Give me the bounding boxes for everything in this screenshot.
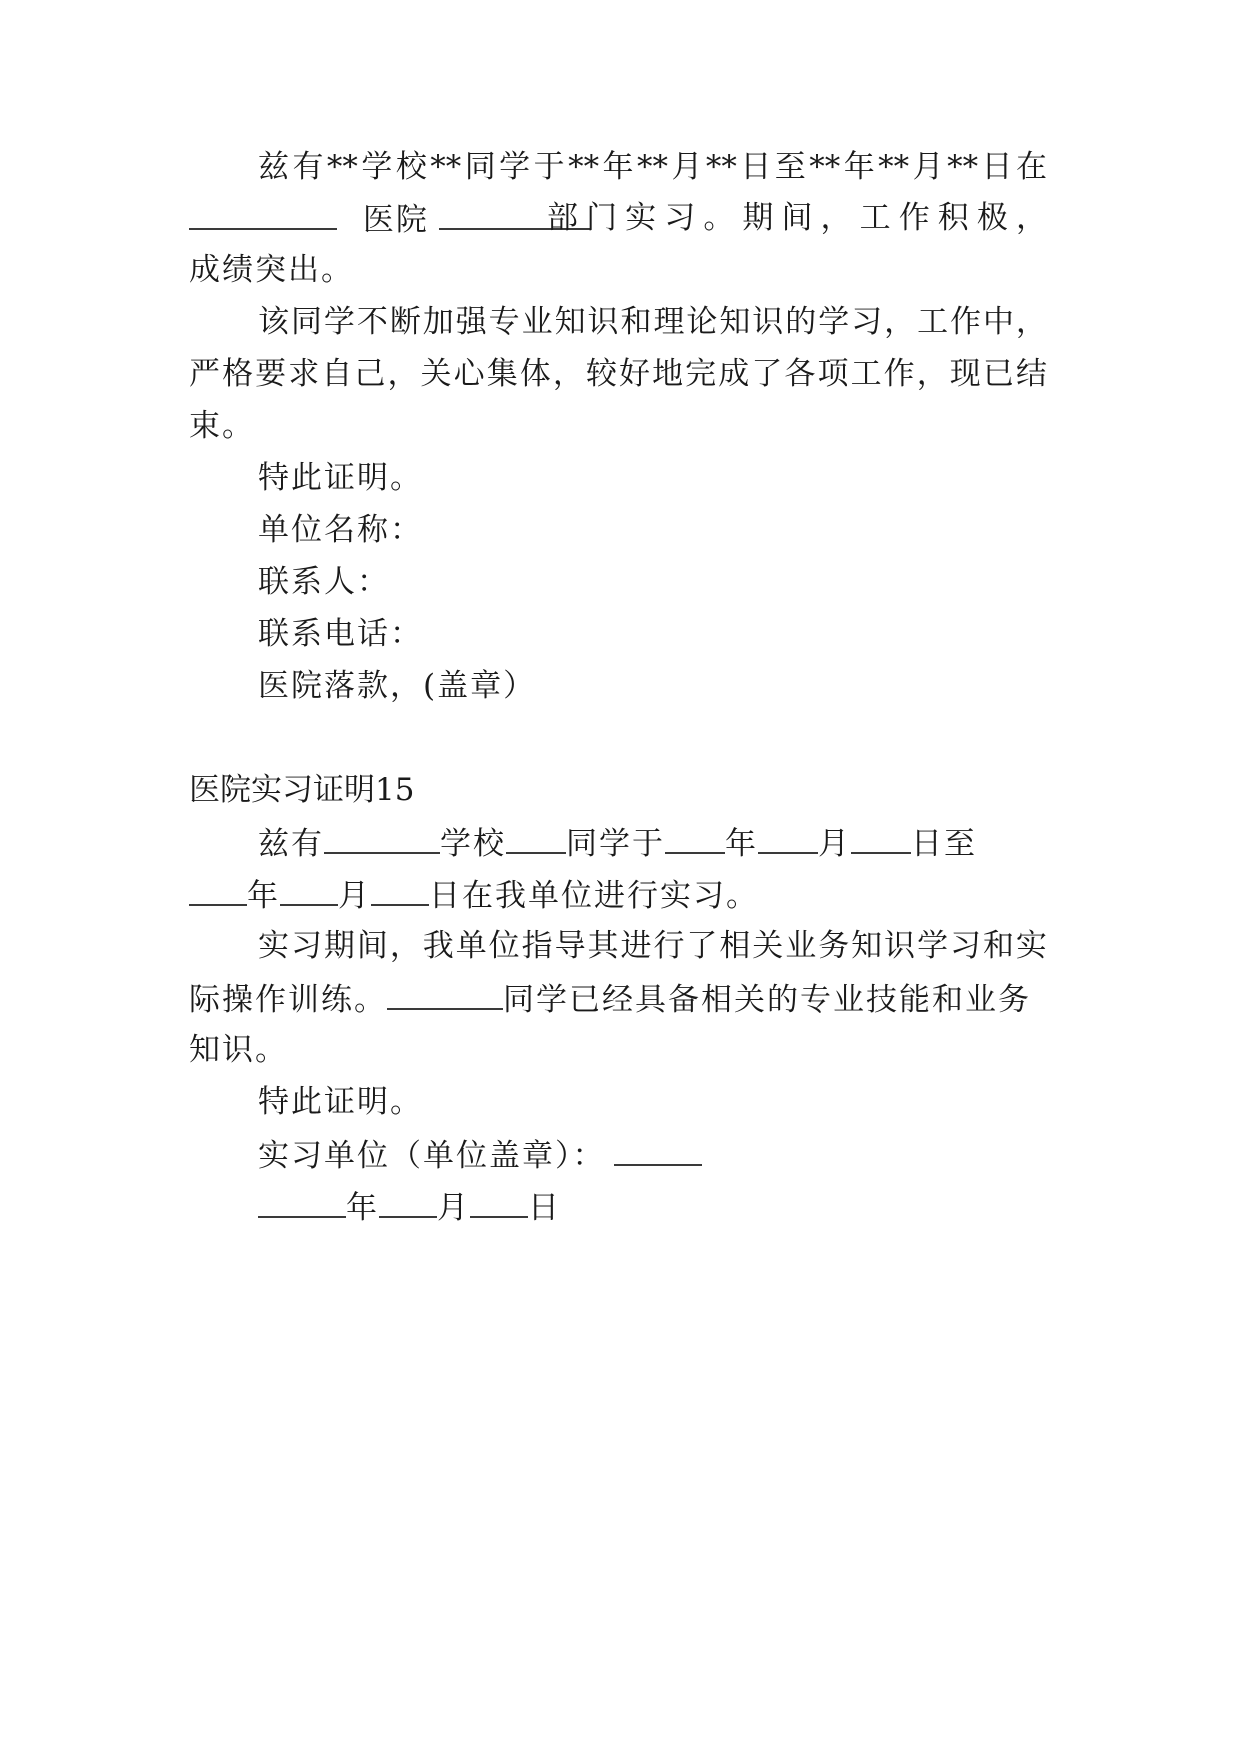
text-segment: 日至 [911,826,977,862]
text-segment: 月 [338,878,371,914]
text-token: 实 [625,200,657,236]
unit-name-label: 单位名称： [258,512,423,548]
text-segment: 同学于 [566,826,665,862]
fill-blank [379,1186,437,1218]
text-segment: 年 [725,826,758,862]
text-token: ， [916,356,948,392]
text-token: 其 [587,928,619,964]
text-token: 习 [851,304,883,340]
text-token: 结 [1015,356,1047,392]
text-token: 年 [843,149,875,185]
text-token: 现 [949,356,981,392]
fill-blank [665,822,725,854]
paragraph-line: 束。 [189,408,255,444]
text-segment: 同学已经具备相关的专业技能和业务 [503,982,1031,1018]
text-token: 于 [533,149,565,185]
text-token: 各 [784,356,816,392]
text-token: 格 [222,356,254,392]
text-token: ** [705,149,737,185]
text-token: 位 [488,928,520,964]
text-token: 完 [685,356,717,392]
text-token: 兹 [258,149,289,185]
text-token: 同 [464,149,496,185]
signature-line: 医院落款，(盖章） [258,668,537,704]
text-token: ， [820,200,852,236]
text-token: 同 [290,304,322,340]
text-token: 求 [288,356,320,392]
text-token: 间 [781,200,813,236]
text-token: 间 [356,928,388,964]
text-token: 业 [785,928,817,964]
text-token: 不 [356,304,388,340]
hospital-text: 医院 [362,202,429,238]
fill-blank [189,198,337,230]
text-token: 己 [354,356,386,392]
text-token: 校 [395,149,427,185]
text-token: 工 [859,200,891,236]
fill-blank [614,1134,702,1166]
text-token: 自 [321,356,353,392]
text-token: 习 [290,928,322,964]
fill-blank [506,822,566,854]
text-token: 习 [950,928,982,964]
text-token: 学 [323,304,355,340]
paragraph-line [189,874,759,914]
text-segment: 学校 [440,826,506,862]
text-token: ， [884,304,916,340]
text-token: 识 [752,304,784,340]
text-token: 部 [547,200,578,236]
text-token: ** [568,149,600,185]
text-token: 年 [602,149,634,185]
paragraph-line [189,978,1031,1018]
text-token: 业 [521,304,553,340]
paragraph-line: 知识。 [189,1032,288,1068]
date-month: 月 [437,1190,470,1226]
text-token: 期 [323,928,355,964]
text-segment: 日在我单位进行实习。 [429,878,759,914]
text-token: 和 [620,304,652,340]
fill-blank [387,978,503,1010]
fill-blank [324,822,440,854]
text-token: 作 [898,200,930,236]
fill-blank [758,822,818,854]
text-token: 我 [422,928,454,964]
text-token: 。 [703,200,735,236]
text-token: 体 [519,356,551,392]
text-token: 实 [1015,928,1047,964]
text-token: ， [552,356,584,392]
text-token: 断 [389,304,421,340]
text-token: ** [430,149,462,185]
text-token: ** [326,149,358,185]
text-token: 项 [817,356,849,392]
text-segment: 兹有 [258,826,324,862]
paragraph-line [258,302,1047,342]
text-token: 严 [189,356,220,392]
date-day: 日 [528,1190,561,1226]
fill-blank [258,1186,346,1218]
text-token: 关 [752,928,784,964]
text-token: 知 [554,304,586,340]
text-token: 知 [851,928,883,964]
text-token: ， [389,928,421,964]
text-token: 进 [620,928,652,964]
text-token: 月 [671,149,703,185]
date-year: 年 [346,1190,379,1226]
date-line [258,1186,561,1226]
text-token: 门 [586,200,618,236]
text-token: ** [636,149,668,185]
text-segment: 际操作训练。 [189,982,387,1018]
text-token: 至 [774,149,806,185]
text-token: 成 [718,356,750,392]
paragraph-line [547,198,1047,238]
text-token: 日 [740,149,772,185]
text-token: 加 [422,304,454,340]
text-token: 论 [686,304,718,340]
text-token: ** [878,149,910,185]
text-token: ** [947,149,979,185]
text-token: 指 [521,928,553,964]
text-token: 要 [255,356,287,392]
text-token: 学 [917,928,949,964]
text-token: 在 [1015,149,1047,185]
paragraph-line [258,822,977,862]
text-token: 较 [585,356,617,392]
text-token: ** [809,149,841,185]
text-token: 工 [917,304,949,340]
text-token: 导 [554,928,586,964]
text-token: ， [1015,304,1047,340]
text-token: ， [1015,200,1047,236]
text-token: 好 [619,356,651,392]
text-token: 和 [982,928,1014,964]
paragraph-line [258,147,1047,187]
text-token: 习 [664,200,696,236]
text-token: 月 [912,149,944,185]
text-token: 学 [361,149,393,185]
text-token: 心 [453,356,485,392]
text-token: 识 [587,304,619,340]
fill-blank [371,874,429,906]
unit-seal-line [258,1134,702,1174]
text-token: 识 [884,928,916,964]
fill-blank [189,874,247,906]
text-token: 实 [258,928,289,964]
text-segment: 月 [818,826,851,862]
section-title: 医院实习证明15 [189,772,415,808]
text-token: 理 [653,304,685,340]
text-token: 有 [292,149,324,185]
text-token: 工 [850,356,882,392]
phone-label: 联系电话： [258,616,423,652]
text-token: 该 [258,304,289,340]
text-token: 了 [751,356,783,392]
text-token: 的 [785,304,817,340]
text-token: 中 [982,304,1014,340]
paragraph-line [258,926,1047,966]
paragraph-line [189,198,590,238]
text-token: 作 [950,304,982,340]
fill-blank [851,822,911,854]
text-token: 集 [486,356,518,392]
text-token: 期 [742,200,774,236]
text-token: 知 [719,304,751,340]
text-token: 学 [499,149,531,185]
text-token: 了 [686,928,718,964]
text-token: 日 [981,149,1013,185]
contact-label: 联系人： [258,564,390,600]
text-token: 强 [455,304,487,340]
paragraph-line [189,354,1047,394]
text-token: 相 [719,928,751,964]
text-token: 务 [818,928,850,964]
paragraph-line: 成绩突出。 [189,252,354,288]
text-token: 单 [455,928,487,964]
text-token: 专 [488,304,520,340]
text-token: 学 [818,304,850,340]
text-token: 行 [653,928,685,964]
text-token: 已 [982,356,1014,392]
fill-blank [280,874,338,906]
certify-text: 特此证明。 [258,1084,423,1120]
text-token: 作 [883,356,915,392]
certify-text: 特此证明。 [258,460,423,496]
text-segment: 年 [247,878,280,914]
text-token: 关 [420,356,452,392]
fill-blank [470,1186,528,1218]
text-token: 积 [937,200,969,236]
text-token: 极 [976,200,1008,236]
unit-seal-label: 实习单位（单位盖章）： [258,1138,606,1174]
text-token: 地 [652,356,684,392]
text-token: ， [387,356,419,392]
